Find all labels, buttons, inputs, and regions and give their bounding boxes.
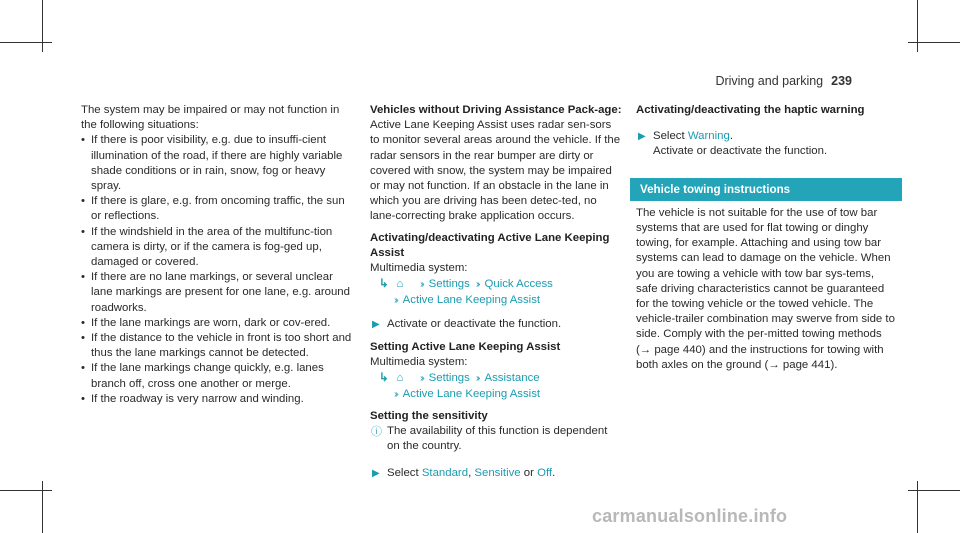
crop-mark [0, 490, 52, 491]
menu-quick-access[interactable]: Quick Access [484, 278, 553, 291]
crop-mark [917, 0, 918, 52]
crop-mark [908, 42, 960, 43]
chevron-right-icon: ›› [420, 373, 423, 385]
separator: , [468, 467, 475, 480]
chevron-right-icon: ›› [394, 295, 397, 307]
option-sensitive[interactable]: Sensitive [474, 467, 521, 480]
sensitivity-heading: Setting the sensitivity [370, 409, 488, 422]
multimedia-label: Multimedia system: [370, 356, 468, 369]
list-item: • If the windshield in the area of the multifunc-tion camera is dirty, or if the camera is fog-ged up, damaged or covered. [81, 225, 353, 271]
crop-mark [917, 481, 918, 533]
return-arrow-icon: ↳ [379, 278, 389, 291]
list-item: • If there are no lane markings, or several unclear lane markings are present for one lane, e.g. around roadworks. [81, 270, 353, 316]
activate-text: Activate or deactivate the function. [653, 145, 828, 158]
column-3 [636, 103, 896, 373]
menu-settings[interactable]: Settings [428, 372, 470, 385]
chevron-right-icon: ›› [475, 279, 479, 291]
option-off[interactable]: Off [537, 467, 553, 480]
menu-path [370, 371, 622, 386]
activating-heading: Activating/deactivating Active Lane Keeping Assist [370, 231, 610, 259]
list-item: • If there is poor visibility, e.g. due to insuffi-cient illumination of the road, if there are highly variable shade conditions or in rain, snow, fog or heavy spray. [81, 133, 353, 194]
column-2 [370, 103, 622, 481]
haptic-heading: Activating/deactivating the haptic warning [636, 104, 865, 116]
separator: . [552, 467, 556, 480]
vehicles-paragraph [370, 103, 622, 225]
note-text: The availability of this function is dependent on the country. [387, 424, 608, 453]
step-arrow-icon: ▶ [638, 131, 646, 143]
step-text: Select [387, 467, 422, 480]
info-icon: ⓘ [371, 425, 382, 438]
crop-mark [908, 490, 960, 491]
limitations-list [81, 133, 353, 407]
option-standard[interactable]: Standard [421, 467, 469, 480]
separator: . [729, 130, 733, 143]
page-reference-link[interactable]: → page 440 [639, 343, 702, 356]
intro-text: The system may be impaired or may not function in the following situations: [81, 104, 340, 132]
page-reference-link[interactable]: → page 441 [768, 358, 831, 371]
page-header [715, 74, 852, 88]
list-item: • If there is glare, e.g. from oncoming traffic, the sun or reflections. [81, 194, 353, 224]
chevron-right-icon: ›› [475, 373, 479, 385]
towing-text: The vehicle is not suitable for the use of tow bar systems that are used for flat towing or dinghy towing, for example. Attaching and using tow bar systems can lead to damage on the vehicle. When you are towing a vehicle with tow bar sys-tems, safe driving characteristics cannot be guaranteed for the towing vehicle or the towed vehicle. The vehicle-trailer combination may swerve from side to side. Comply with the per-mitted towing methods ( [636, 206, 895, 356]
menu-active-lane-keeping-assist[interactable]: Active Lane Keeping Assist [402, 294, 541, 307]
section-heading-bar: Vehicle towing instructions [630, 178, 902, 201]
step [636, 129, 896, 144]
option-warning[interactable]: Warning [687, 130, 730, 143]
page-number: 239 [831, 74, 852, 88]
home-icon[interactable]: ⌂ [396, 278, 404, 291]
vehicles-heading: Vehicles without Driving Assistance Pack-age: [370, 104, 622, 116]
note [370, 424, 622, 454]
towing-paragraph [636, 206, 896, 373]
menu-assistance[interactable]: Assistance [484, 372, 540, 385]
vehicles-text: Active Lane Keeping Assist uses radar sen-sors to monitor several areas around the vehicle. If the radar sensors in the rear bumper are dirty or covered with snow, the system may be impaired or may not function. If an obstacle in the lane in which you are driving has been detec-ted, no lane-correcting brake application occurs. [370, 119, 621, 223]
chevron-right-icon: ›› [420, 279, 423, 291]
list-item: • If the distance to the vehicle in front is too short and thus the lane markings cannot be detected. [81, 331, 353, 361]
step [370, 317, 622, 332]
step [370, 466, 622, 481]
towing-text: ) and the instructions for towing with both axles on the ground ( [636, 343, 884, 371]
step-arrow-icon: ▶ [372, 318, 380, 330]
towing-text: ). [830, 358, 838, 371]
column-1 [81, 103, 353, 407]
return-arrow-icon: ↳ [379, 372, 389, 385]
menu-path [370, 277, 622, 292]
crop-mark [42, 0, 43, 52]
list-item: • If the roadway is very narrow and winding. [81, 392, 353, 407]
home-icon[interactable]: ⌂ [396, 372, 404, 385]
list-item: • If the lane markings change quickly, e.g. lanes branch off, cross one another or merge. [81, 361, 353, 391]
menu-path-continued [370, 387, 622, 402]
crop-mark [0, 42, 52, 43]
step-text: Activate or deactivate the function. [387, 317, 562, 330]
setting-heading: Setting Active Lane Keeping Assist [370, 340, 561, 353]
chevron-right-icon: ›› [394, 389, 397, 401]
watermark: carmanualsonline.info [592, 506, 788, 526]
separator: or [520, 467, 538, 480]
list-item: • If the lane markings are worn, dark or cov-ered. [81, 316, 353, 331]
menu-settings[interactable]: Settings [428, 278, 470, 291]
multimedia-label: Multimedia system: [370, 262, 468, 275]
menu-active-lane-keeping-assist[interactable]: Active Lane Keeping Assist [402, 388, 541, 401]
menu-path-continued [370, 293, 622, 308]
section-title: Driving and parking [715, 74, 824, 88]
step-text: Select [653, 130, 688, 143]
crop-mark [42, 481, 43, 533]
step-arrow-icon: ▶ [372, 468, 380, 480]
